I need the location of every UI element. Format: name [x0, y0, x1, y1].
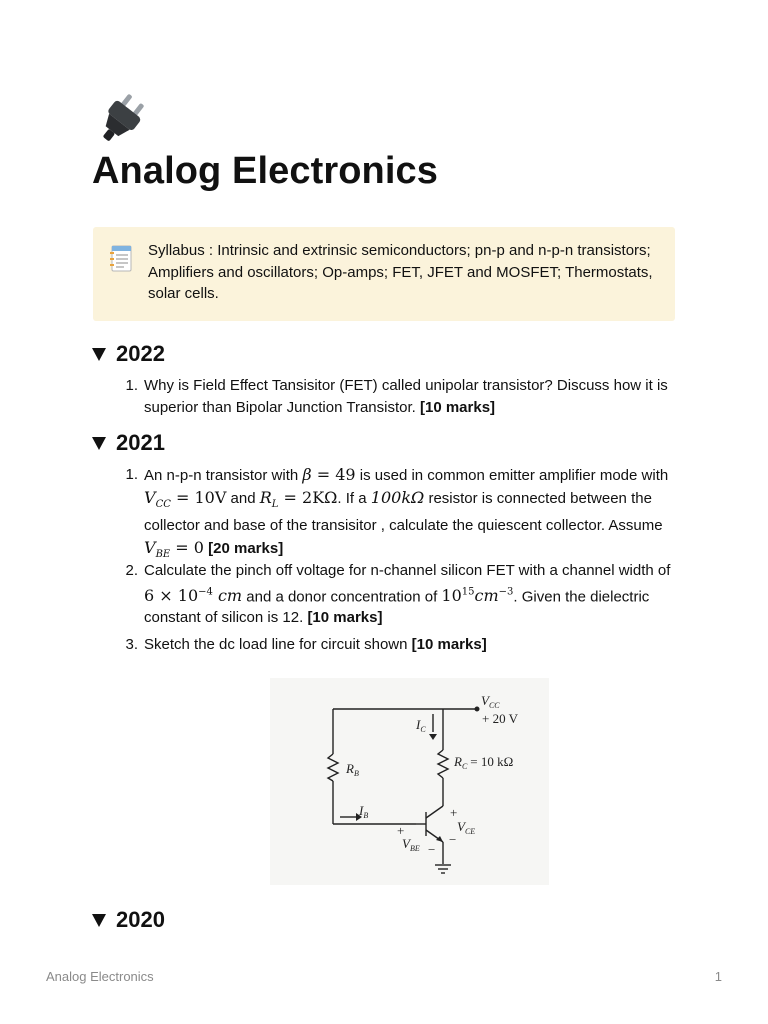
vce-plus: +	[450, 805, 458, 820]
syllabus-text: Syllabus : Intrinsic and extrinsic semiconductors; pn-p and n-p-n transistors; Amplifiers and oscillators; Op-amps; FET, JFET and MOSFET; Thermostats, solar cells.	[148, 242, 653, 302]
math-rl: $R_L = 2K\Omega$	[259, 487, 338, 510]
marks: [20 marks]	[208, 539, 284, 557]
math-width: $6 \times 10^{-4}$ cm	[144, 585, 243, 605]
toggle-label[interactable]: 2021	[116, 430, 165, 455]
page-number: 1	[714, 969, 722, 984]
math-resistor: 100kΩ	[370, 487, 425, 507]
toggle-2021[interactable]	[92, 430, 165, 456]
list-number: 3.	[125, 636, 138, 653]
toggle-arrow-icon[interactable]	[92, 437, 106, 450]
question-text: is used in common emitter amplifier mode with	[359, 467, 669, 484]
question-2022-1	[120, 375, 672, 418]
ib-label: $I_B$	[359, 803, 369, 820]
marks: [10 marks]	[419, 398, 496, 416]
page-title: Analog Electronics	[92, 150, 438, 192]
supply-label: + 20 V	[482, 711, 518, 726]
question-text: resistor is connected between the collector and base of the transisitor , calculate the quiescent collector. Assume	[144, 489, 663, 535]
list-number: 1.	[125, 466, 138, 483]
electric-plug-icon	[93, 93, 151, 147]
vbe-plus: +	[397, 823, 405, 838]
math-vbe: $V_{BE} = 0$	[144, 537, 204, 560]
question-text: and	[230, 489, 256, 507]
question-text: An n-p-n transistor with	[144, 467, 299, 484]
question-2021-2	[120, 560, 672, 629]
list-number: 1.	[125, 377, 138, 394]
toggle-label[interactable]: 2020	[116, 907, 165, 932]
list-number: 2.	[125, 562, 138, 579]
question-text: . Given the dielectric constant of silicon is 12.	[144, 587, 650, 627]
rb-label: $R_B$	[346, 761, 359, 778]
question-text: . If a	[337, 489, 367, 507]
marks: [10 marks]	[307, 609, 383, 627]
vce-minus: −	[449, 832, 457, 847]
question-text: Calculate the pinch off voltage for n-channel silicon FET with a channel width of	[144, 562, 671, 579]
toggle-2020[interactable]	[92, 907, 165, 933]
math-beta: β = 49	[302, 465, 356, 484]
question-text: and a donor concentration of	[246, 587, 438, 605]
toggle-2022[interactable]	[92, 341, 165, 367]
vbe-label: $V_{BE}$	[402, 836, 420, 853]
toggle-label[interactable]: 2022	[116, 341, 165, 366]
ic-label: $I_C$	[416, 717, 426, 734]
vbe-minus: −	[428, 842, 436, 857]
vcc-label: $V_{CC}$	[481, 693, 500, 710]
math-vcc: $V_{CC} = 10V$	[144, 487, 227, 510]
vce-label: $V_{CE}$	[457, 819, 476, 836]
question-2021-1	[120, 464, 672, 565]
question-2021-3	[120, 634, 672, 656]
toggle-arrow-icon[interactable]	[92, 348, 106, 361]
notebook-icon	[109, 243, 133, 273]
question-text: Why is Field Effect Tansisitor (FET) called unipolar transistor? Discuss how it is superior than Bipolar Junction Transistor.	[144, 377, 668, 416]
rc-label: $R_C = 10$ kΩ	[454, 754, 514, 771]
footer-title: Analog Electronics	[46, 969, 154, 984]
math-concentration: $10^{15}cm^{-3}$	[441, 585, 514, 605]
circuit-diagram	[270, 678, 549, 885]
marks: [10 marks]	[411, 636, 487, 653]
question-text: Sketch the dc load line for circuit shown	[144, 636, 408, 653]
toggle-arrow-icon[interactable]	[92, 914, 106, 927]
syllabus-callout	[93, 227, 675, 321]
